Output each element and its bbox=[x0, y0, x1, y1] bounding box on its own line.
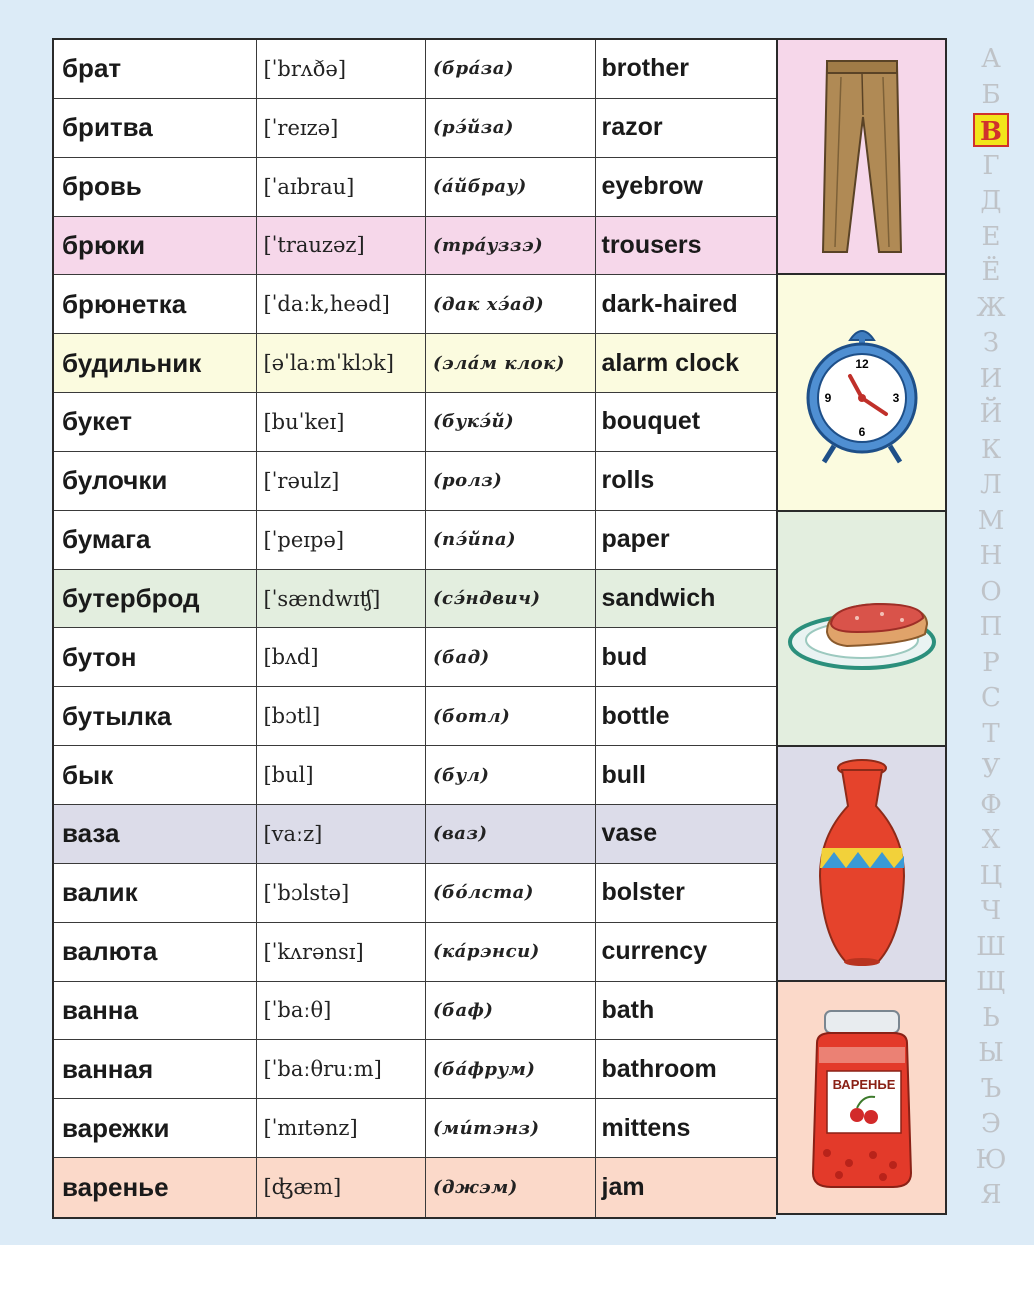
alphabet-letter[interactable]: Р bbox=[982, 647, 1000, 678]
alphabet-index bbox=[968, 44, 1014, 1224]
russian-word: бритва bbox=[54, 99, 257, 157]
clock-number-9: 9 bbox=[824, 390, 831, 405]
ipa-transcription: [ˈkʌrənsɪ] bbox=[257, 923, 426, 981]
table-row bbox=[54, 511, 776, 570]
sandwich-picture bbox=[778, 512, 945, 747]
ipa-transcription: [ˈbaːθ] bbox=[257, 982, 426, 1040]
english-word: bolster bbox=[601, 878, 685, 907]
russian-transliteration: (рэ́йза) bbox=[426, 99, 596, 157]
table-row bbox=[54, 334, 776, 393]
alphabet-letter[interactable]: Т bbox=[982, 718, 1000, 749]
english-word: brother bbox=[601, 54, 689, 83]
ipa-transcription: [ˈmɪtənz] bbox=[257, 1099, 426, 1157]
russian-transliteration: (бра́за) bbox=[426, 40, 596, 98]
clock-number-12: 12 bbox=[854, 356, 869, 371]
table-row bbox=[54, 393, 776, 452]
russian-word: ванна bbox=[54, 982, 257, 1040]
alphabet-letter[interactable]: Ж bbox=[976, 292, 1006, 323]
sandwich-icon bbox=[787, 584, 937, 674]
clock-number-3: 3 bbox=[892, 390, 899, 405]
english-word: bath bbox=[601, 995, 655, 1024]
russian-word: брюнетка bbox=[54, 275, 257, 333]
ipa-transcription: [ʤæm] bbox=[257, 1158, 426, 1217]
alphabet-letter[interactable]: Й bbox=[979, 399, 1003, 430]
alphabet-letter[interactable]: С bbox=[981, 683, 1001, 714]
english-word: paper bbox=[601, 525, 670, 554]
alphabet-letter[interactable]: Ц bbox=[979, 860, 1003, 891]
table-row bbox=[54, 982, 776, 1041]
russian-word: варежки bbox=[54, 1099, 257, 1157]
clock-number-6: 6 bbox=[858, 424, 865, 439]
alphabet-letter[interactable]: Щ bbox=[976, 967, 1006, 998]
english-word: mittens bbox=[601, 1113, 691, 1142]
russian-word: ваза bbox=[54, 805, 257, 863]
ipa-transcription: [vaːz] bbox=[257, 805, 426, 863]
russian-transliteration: (ка́рэнси) bbox=[426, 923, 596, 981]
trousers-picture bbox=[778, 40, 945, 275]
table-row bbox=[54, 452, 776, 511]
ipa-transcription: [ˈdaːk,heəd] bbox=[257, 275, 426, 333]
russian-word: будильник bbox=[54, 334, 257, 392]
russian-transliteration: (ботл) bbox=[426, 687, 596, 745]
table-row bbox=[54, 275, 776, 334]
russian-word: булочки bbox=[54, 452, 257, 510]
ipa-transcription: [əˈlaːmˈklɔk] bbox=[257, 334, 426, 392]
alphabet-letter[interactable]: О bbox=[980, 576, 1002, 607]
alphabet-letter[interactable]: Ш bbox=[976, 931, 1006, 962]
alphabet-letter[interactable]: З bbox=[982, 328, 1000, 359]
russian-transliteration: (дак хэ́ад) bbox=[426, 275, 596, 333]
russian-transliteration: (тра́уззэ) bbox=[426, 217, 596, 275]
alarm-clock-picture bbox=[778, 275, 945, 512]
alphabet-letter[interactable]: Н bbox=[979, 541, 1003, 572]
russian-transliteration: (баф) bbox=[426, 982, 596, 1040]
table-row bbox=[54, 217, 776, 276]
ipa-transcription: [ˈsændwɪʧ] bbox=[257, 570, 426, 628]
russian-word: бутон bbox=[54, 628, 257, 686]
english-word: rolls bbox=[601, 466, 655, 495]
alarm-clock-icon bbox=[802, 318, 922, 468]
english-word: bud bbox=[601, 642, 648, 671]
vase-icon bbox=[812, 756, 912, 971]
alphabet-letter[interactable]: М bbox=[977, 505, 1005, 536]
english-word: vase bbox=[601, 819, 658, 848]
alphabet-letter[interactable]: Л bbox=[980, 470, 1002, 501]
russian-transliteration: (ба́фрум) bbox=[426, 1040, 596, 1098]
alphabet-letter[interactable]: Г bbox=[982, 150, 1000, 181]
russian-transliteration: (бад) bbox=[426, 628, 596, 686]
russian-word: брат bbox=[54, 40, 257, 98]
ipa-transcription: [ˈbɔlstə] bbox=[257, 864, 426, 922]
russian-word: бровь bbox=[54, 158, 257, 216]
ipa-transcription: [ˈbaːθruːm] bbox=[257, 1040, 426, 1098]
alphabet-letter[interactable]: Э bbox=[981, 1109, 1001, 1140]
ipa-transcription: [bʌd] bbox=[257, 628, 426, 686]
table-row bbox=[54, 628, 776, 687]
ipa-transcription: [ˈtrauzəz] bbox=[257, 217, 426, 275]
ipa-transcription: [ˈrəulz] bbox=[257, 452, 426, 510]
table-row bbox=[54, 158, 776, 217]
russian-transliteration: (букэ́й) bbox=[426, 393, 596, 451]
russian-transliteration: (пэ́йпа) bbox=[426, 511, 596, 569]
vase-picture bbox=[778, 747, 945, 982]
russian-word: ванная bbox=[54, 1040, 257, 1098]
alphabet-letter[interactable]: И bbox=[979, 363, 1003, 394]
alphabet-letter[interactable]: Ф bbox=[980, 789, 1002, 820]
ipa-transcription: [ˈbrʌðə] bbox=[257, 40, 426, 98]
english-word: alarm clock bbox=[601, 348, 740, 377]
russian-word: бумага bbox=[54, 511, 257, 569]
russian-word: валик bbox=[54, 864, 257, 922]
trousers-icon bbox=[817, 57, 907, 257]
alphabet-letter[interactable]: Ё bbox=[981, 257, 1001, 288]
russian-transliteration: (ваз) bbox=[426, 805, 596, 863]
illustration-column bbox=[776, 38, 947, 1215]
russian-transliteration: (а́йбрау) bbox=[426, 158, 596, 216]
table-row bbox=[54, 1158, 776, 1217]
english-word: eyebrow bbox=[601, 172, 703, 201]
alphabet-letter[interactable]: У bbox=[981, 754, 1001, 785]
ipa-transcription: [ˈaɪbrau] bbox=[257, 158, 426, 216]
alphabet-letter[interactable]: Ы bbox=[978, 1038, 1004, 1069]
russian-word: букет bbox=[54, 393, 257, 451]
table-row bbox=[54, 570, 776, 629]
table-row bbox=[54, 40, 776, 99]
russian-transliteration: (джэм) bbox=[426, 1158, 596, 1217]
english-word: currency bbox=[601, 937, 708, 966]
table-row bbox=[54, 805, 776, 864]
table-row bbox=[54, 1040, 776, 1099]
english-word: bouquet bbox=[601, 407, 701, 436]
english-word: sandwich bbox=[601, 584, 716, 613]
jam-jar-icon bbox=[797, 1003, 927, 1193]
alphabet-letter[interactable]: Я bbox=[980, 1180, 1002, 1211]
russian-word: валюта bbox=[54, 923, 257, 981]
table-row bbox=[54, 99, 776, 158]
english-word: jam bbox=[601, 1172, 645, 1201]
russian-transliteration: (сэ́ндвич) bbox=[426, 570, 596, 628]
english-word: trousers bbox=[601, 230, 702, 259]
table-row bbox=[54, 1099, 776, 1158]
russian-transliteration: (бул) bbox=[426, 746, 596, 804]
russian-word: варенье bbox=[54, 1158, 257, 1217]
alphabet-letter-active[interactable]: В bbox=[973, 113, 1009, 147]
english-word: bottle bbox=[601, 701, 670, 730]
ipa-transcription: [bɔtl] bbox=[257, 687, 426, 745]
english-word: bull bbox=[601, 760, 646, 789]
russian-word: бутылка bbox=[54, 687, 257, 745]
alphabet-letter[interactable]: Б bbox=[981, 79, 1001, 110]
russian-transliteration: (ролз) bbox=[426, 452, 596, 510]
table-row bbox=[54, 746, 776, 805]
table-row bbox=[54, 923, 776, 982]
english-word: razor bbox=[601, 113, 663, 142]
russian-word: бык bbox=[54, 746, 257, 804]
jam-picture bbox=[778, 982, 945, 1213]
alphabet-letter[interactable]: Ь bbox=[982, 1002, 1000, 1033]
russian-word: бутерброд bbox=[54, 570, 257, 628]
alphabet-letter[interactable]: Е bbox=[981, 221, 1001, 252]
russian-transliteration: (эла́м клок) bbox=[426, 334, 596, 392]
jar-label-text: ВАРЕНЬЕ bbox=[832, 1076, 895, 1092]
english-word: bathroom bbox=[601, 1054, 717, 1083]
alphabet-letter[interactable]: Ю bbox=[975, 1144, 1007, 1175]
russian-transliteration: (бо́лста) bbox=[426, 864, 596, 922]
english-word: dark-haired bbox=[601, 289, 738, 318]
alphabet-letter[interactable]: Ъ bbox=[980, 1073, 1002, 1104]
ipa-transcription: [ˈpeɪpə] bbox=[257, 511, 426, 569]
alphabet-letter[interactable]: А bbox=[981, 44, 1001, 74]
table-row bbox=[54, 687, 776, 746]
alphabet-letter[interactable]: П bbox=[979, 612, 1003, 643]
alphabet-letter[interactable]: К bbox=[980, 434, 1002, 465]
ipa-transcription: [bul] bbox=[257, 746, 426, 804]
alphabet-letter[interactable]: Ч bbox=[980, 896, 1002, 927]
vocabulary-table bbox=[52, 38, 776, 1219]
alphabet-letter[interactable]: Х bbox=[981, 825, 1001, 856]
alphabet-letter[interactable]: Д bbox=[980, 186, 1002, 217]
russian-word: брюки bbox=[54, 217, 257, 275]
table-row bbox=[54, 864, 776, 923]
russian-transliteration: (ми́тэнз) bbox=[426, 1099, 596, 1157]
ipa-transcription: [ˈreɪzə] bbox=[257, 99, 426, 157]
ipa-transcription: [buˈkeɪ] bbox=[257, 393, 426, 451]
